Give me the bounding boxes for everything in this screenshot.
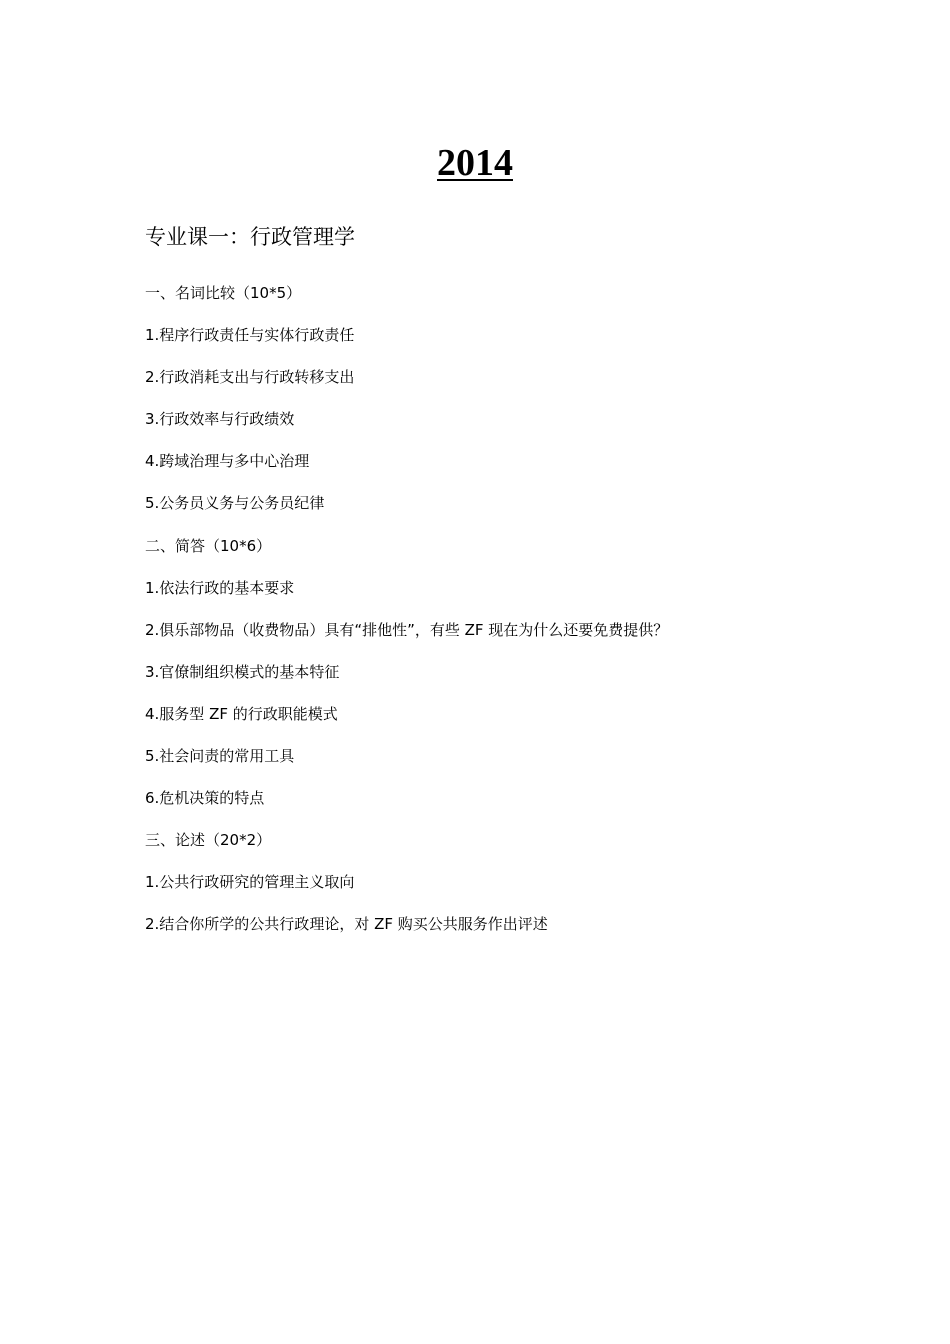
section-heading-essay: 三、论述（20*2）: [145, 831, 272, 850]
question-item: 4.跨域治理与多中心治理: [145, 452, 310, 471]
question-list: [145, 281, 865, 955]
question-item: 2.俱乐部物品（收费物品）具有“排他性”，有些 ZF 现在为什么还要免费提供？: [145, 620, 669, 639]
year-title: 2014: [437, 142, 513, 184]
question-item: 5.公务员义务与公务员纪律: [145, 494, 325, 513]
section-heading-term-comparison: 一、名词比较（10*5）: [145, 284, 302, 302]
question-item: 2.结合你所学的公共行政理论，对 ZF 购买公共服务作出评述: [145, 915, 548, 934]
question-item: 1.公共行政研究的管理主义取向: [145, 873, 355, 892]
question-item: 3.行政效率与行政绩效: [145, 410, 295, 429]
question-item: 6.危机决策的特点: [145, 789, 265, 808]
question-item: 1.依法行政的基本要求: [145, 578, 295, 597]
question-item: 2.行政消耗支出与行政转移支出: [145, 368, 355, 387]
course-title: 专业课一：行政管理学: [145, 225, 355, 249]
question-item: 4.服务型 ZF 的行政职能模式: [145, 704, 338, 723]
section-heading-short-answer: 二、简答（10*6）: [145, 536, 272, 555]
question-item: 1.程序行政责任与实体行政责任: [145, 326, 355, 345]
question-item: 5.社会问责的常用工具: [145, 747, 295, 766]
question-item: 3.官僚制组织模式的基本特征: [145, 662, 340, 681]
